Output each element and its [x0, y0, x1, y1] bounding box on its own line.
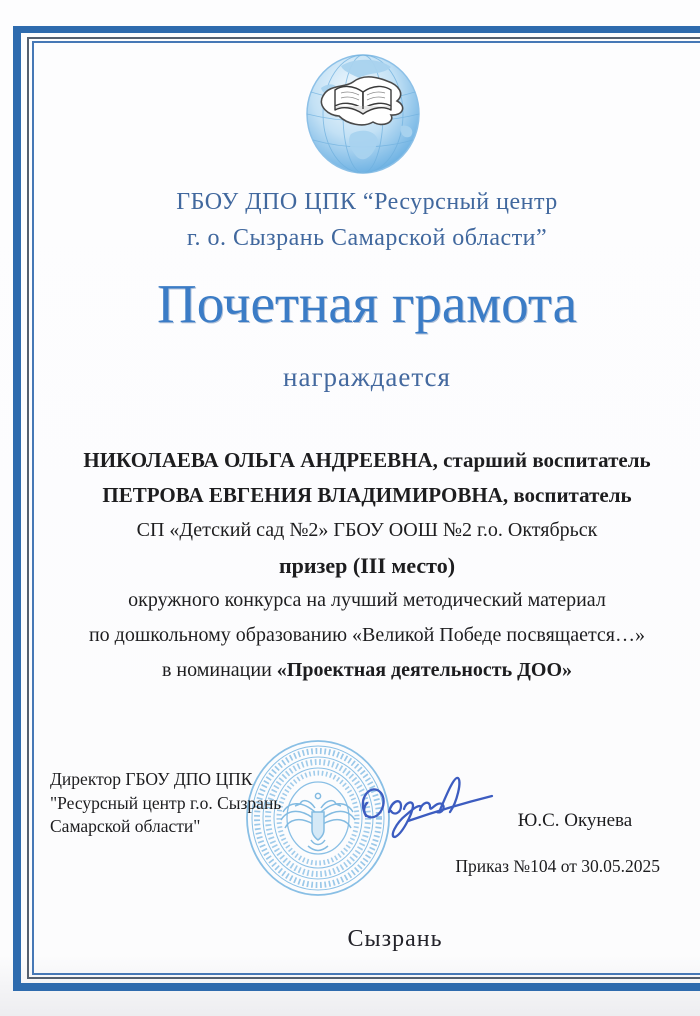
award-body [40, 443, 694, 688]
nomination-prefix: в номинации [161, 659, 277, 681]
contest-line2: по дошкольному образованию «Великой Победе посвящается…» [88, 624, 646, 646]
awarded-label: награждается [283, 362, 451, 392]
city-label: Сызрань [347, 926, 443, 952]
certificate-title: Почетная грамота [157, 273, 577, 334]
director-line3: Самарской области" [50, 816, 201, 836]
nomination-name: «Проектная деятельность ДОО» [276, 659, 573, 681]
contest-line1: окружного конкурса на лучший методический материал [128, 589, 606, 611]
recipient-1: НИКОЛАЕВА ОЛЬГА АНДРЕЕВНА, старший воспитатель [83, 448, 651, 472]
prize-place: призер (III место) [278, 553, 456, 578]
institution: СП «Детский сад №2» ГБОУ ООШ №2 г.о. Октябрьск [136, 519, 598, 541]
order-reference: Приказ №104 от 30.05.2025 [455, 856, 660, 876]
director-line2: "Ресурсный центр г.о. Сызрань [50, 792, 282, 813]
nomination-line [40, 653, 694, 688]
organization-line1: ГБОУ ДПО ЦПК “Ресурсный центр [176, 189, 558, 215]
globe-book-logo-icon [303, 52, 423, 176]
organization-line2: г. о. Сызрань Самарской области” [186, 225, 548, 251]
director-line1: Директор ГБОУ ДПО ЦПК [50, 769, 253, 789]
organization-name [34, 184, 700, 256]
signer-name: Ю.С. Окунева [517, 810, 633, 831]
signature-icon [350, 758, 500, 846]
recipient-2: ПЕТРОВА ЕВГЕНИЯ ВЛАДИМИРОВНА, воспитатель [102, 483, 632, 507]
director-title-block [50, 768, 281, 839]
